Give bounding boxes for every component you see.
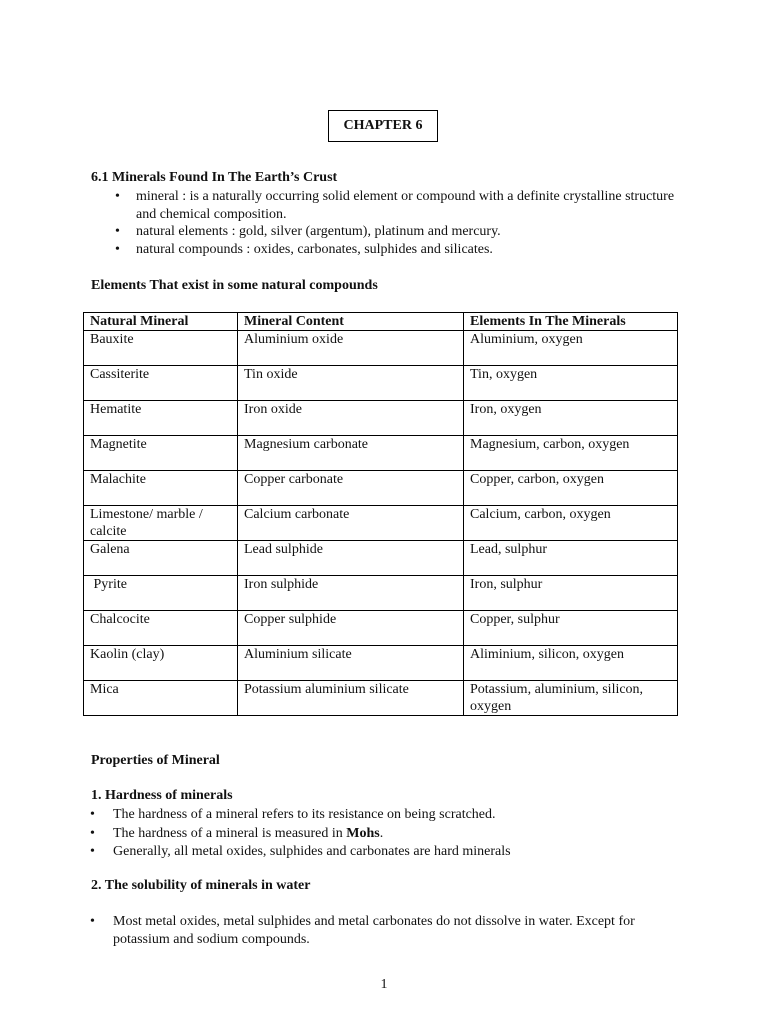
table-cell: Iron oxide [238,401,464,436]
table-row [84,611,678,646]
table-cell: Magnetite [84,436,238,471]
hardness-heading: 1. Hardness of minerals [91,788,233,803]
table-row [84,506,678,541]
properties-title: Properties of Mineral [91,753,220,768]
section-bullet-list [115,188,685,258]
table-cell: Tin oxide [238,366,464,401]
table-cell: Aluminium silicate [238,646,464,681]
table-cell: Magnesium carbonate [238,436,464,471]
page-number: 1 [380,977,388,992]
table-cell: Lead, sulphur [464,541,678,576]
solubility-bullet-list [90,913,690,948]
table-cell: Calcium carbonate [238,506,464,541]
table-cell: Bauxite [84,331,238,366]
list-item: • Generally, all metal oxides, sulphides and carbonates are hard minerals [90,843,690,862]
table-cell: Kaolin (clay) [84,646,238,681]
list-item [90,825,690,844]
table-row [84,366,678,401]
column-header: Mineral Content [238,313,464,331]
column-header: Natural Mineral [84,313,238,331]
section-title: 6.1 Minerals Found In The Earth’s Crust [91,170,338,185]
table-cell: Aliminium, silicon, oxygen [464,646,678,681]
table-header-row [84,313,678,331]
solubility-heading: 2. The solubility of minerals in water [91,878,311,893]
table-cell: Iron, oxygen [464,401,678,436]
table-row [84,681,678,716]
table-row [84,646,678,681]
table-cell: Copper, carbon, oxygen [464,471,678,506]
table-cell: Aluminium, oxygen [464,331,678,366]
table-cell: Lead sulphide [238,541,464,576]
table-cell: Copper carbonate [238,471,464,506]
hardness-bullet-list [90,806,690,862]
column-header: Elements In The Minerals [464,313,678,331]
chapter-heading: CHAPTER 6 [328,110,438,142]
list-item: • mineral : is a naturally occurring solid element or compound with a definite crystalline structure and chemical composition. [115,188,685,223]
table-title: Elements That exist in some natural compounds [91,278,378,293]
table-cell: Potassium aluminium silicate [238,681,464,716]
list-item: • natural elements : gold, silver (argentum), platinum and mercury. [115,223,685,241]
table-cell: Copper sulphide [238,611,464,646]
table-cell: Potassium, aluminium, silicon, oxygen [464,681,678,716]
list-item: • natural compounds : oxides, carbonates, sulphides and silicates. [115,241,685,259]
table-cell: Limestone/ marble / calcite [84,506,238,541]
list-item: • The hardness of a mineral refers to its resistance on being scratched. [90,806,690,825]
list-item-text: The hardness of a mineral is measured in [113,825,347,841]
table-cell: Chalcocite [84,611,238,646]
table-row [84,576,678,611]
table-cell: Calcium, carbon, oxygen [464,506,678,541]
table-cell: Copper, sulphur [464,611,678,646]
table-row [84,471,678,506]
list-item-text: . [379,825,384,841]
table-cell: Mica [84,681,238,716]
table-row [84,436,678,471]
mohs-term: Mohs [346,825,380,841]
table-cell: Galena [84,541,238,576]
table-cell: Magnesium, carbon, oxygen [464,436,678,471]
table-cell: Iron sulphide [238,576,464,611]
table-row [84,331,678,366]
table-cell: Hematite [84,401,238,436]
table-row [84,401,678,436]
table-row [84,541,678,576]
table-cell: Pyrite [84,576,238,611]
table-cell: Malachite [84,471,238,506]
minerals-table [83,312,678,716]
table-cell: Cassiterite [84,366,238,401]
list-item: • Most metal oxides, metal sulphides and metal carbonates do not dissolve in water. Except for potassium and sodium compounds. [90,913,690,948]
table-cell: Iron, sulphur [464,576,678,611]
table-cell: Tin, oxygen [464,366,678,401]
table-cell: Aluminium oxide [238,331,464,366]
